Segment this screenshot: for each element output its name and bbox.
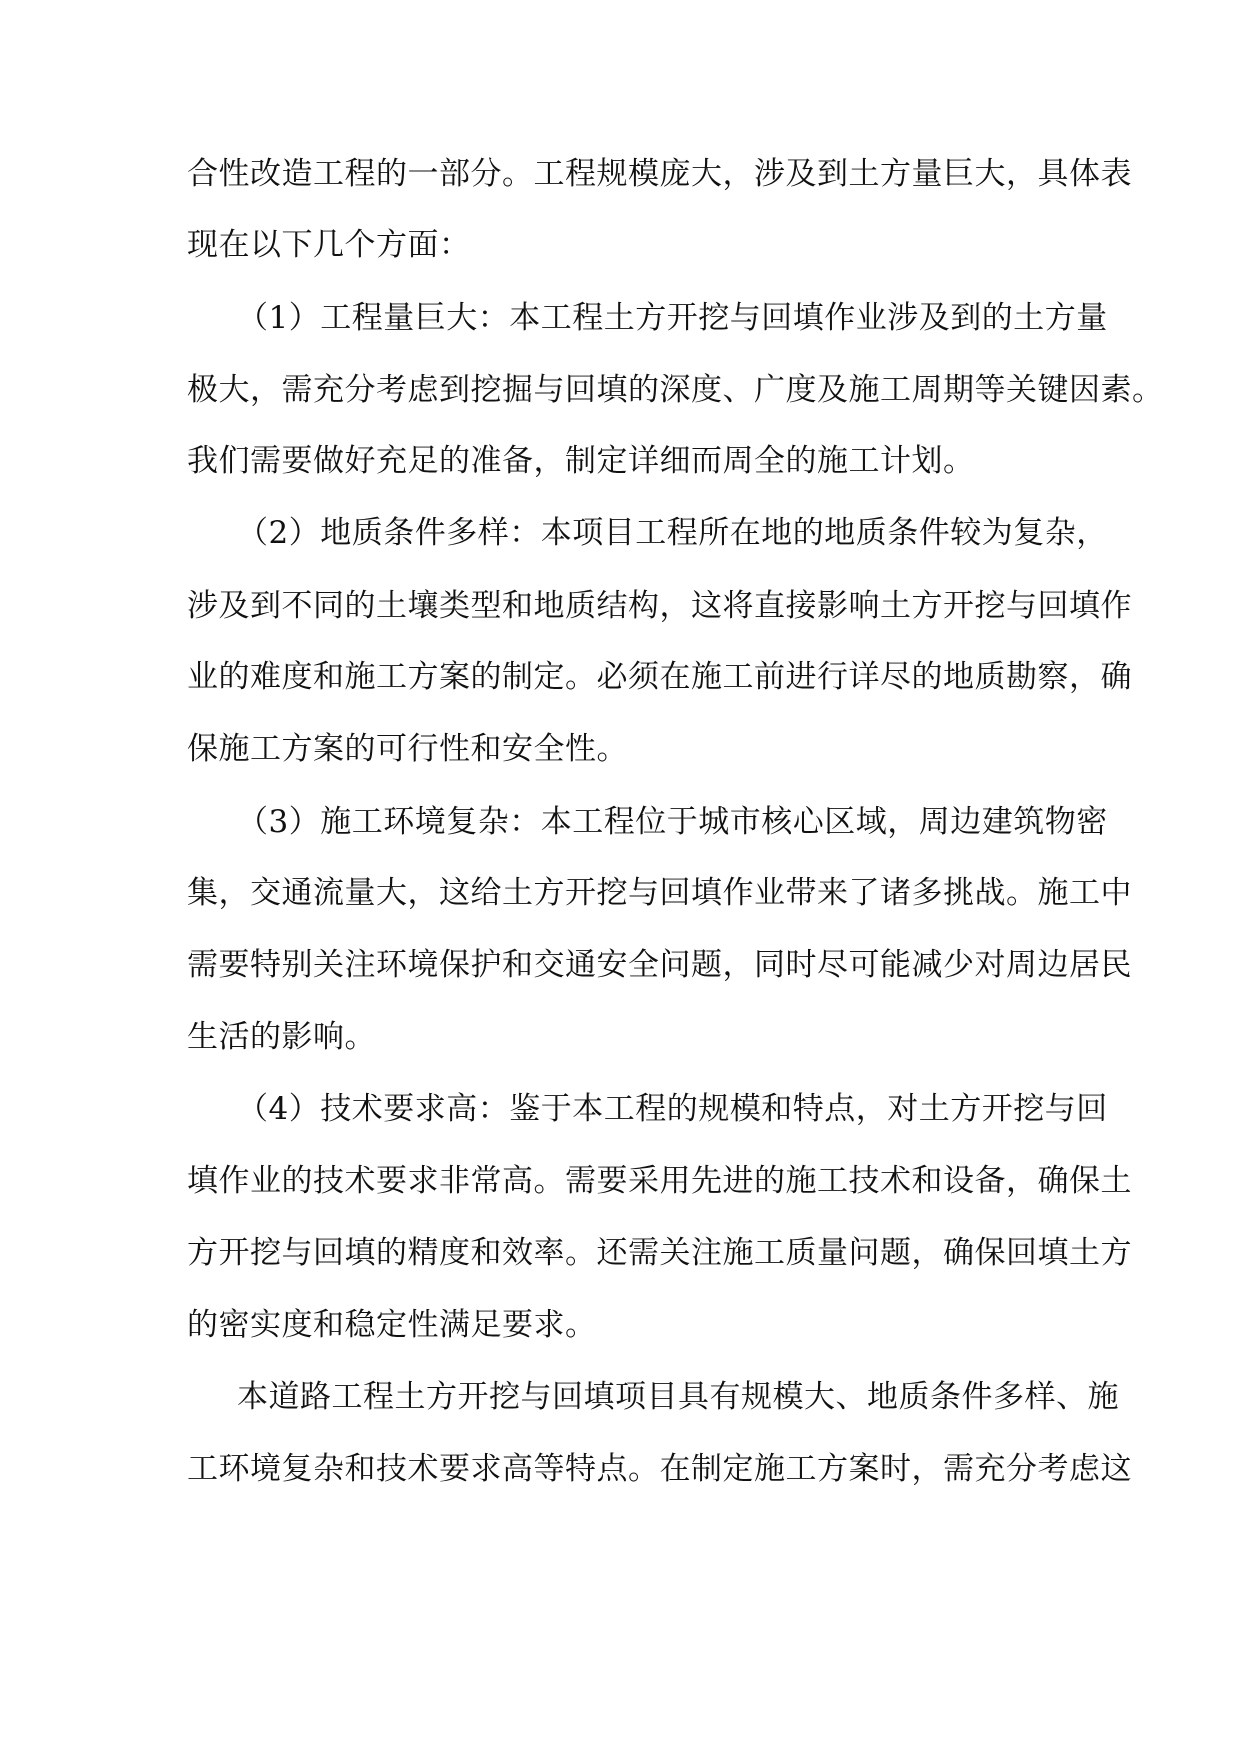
text-line-content: 需要特别关注环境保护和交通安全问题，同时尽可能减少对周边居民: [187, 947, 1132, 983]
text-line: [0, 719, 1241, 779]
text-line-content: 本道路工程土方开挖与回填项目具有规模大、地质条件多样、施: [237, 1379, 1119, 1415]
text-line: [0, 576, 1241, 636]
text-line-content: 现在以下几个方面：: [187, 227, 471, 263]
text-line-content: 填作业的技术要求非常高。需要采用先进的施工技术和设备，确保土: [187, 1163, 1132, 1199]
text-line: [0, 1151, 1241, 1211]
text-line-content: 合性改造工程的一部分。工程规模庞大，涉及到土方量巨大，具体表: [187, 156, 1132, 192]
text-line: [0, 1079, 1241, 1139]
text-line-content: （3）施工环境复杂：本工程位于城市核心区域，周边建筑物密: [237, 804, 1108, 840]
text-line: [0, 935, 1241, 995]
text-line-content: 保施工方案的可行性和安全性。: [187, 731, 628, 767]
text-line: [0, 1367, 1241, 1427]
text-line: [0, 215, 1241, 275]
text-line-content: 的密实度和稳定性满足要求。: [187, 1307, 597, 1343]
text-line: [0, 503, 1241, 563]
text-line-content: （2）地质条件多样：本项目工程所在地的地质条件较为复杂，: [237, 515, 1108, 551]
text-line-content: 涉及到不同的土壤类型和地质结构，这将直接影响土方开挖与回填作: [187, 588, 1132, 624]
text-line: [0, 1439, 1241, 1499]
text-line-content: （4）技术要求高：鉴于本工程的规模和特点，对土方开挖与回: [237, 1091, 1108, 1127]
text-line-content: 工环境复杂和技术要求高等特点。在制定施工方案时，需充分考虑这: [187, 1451, 1132, 1487]
text-line: [0, 1295, 1241, 1355]
text-line: [0, 288, 1241, 348]
text-line-content: 生活的影响。: [187, 1019, 376, 1055]
text-line-content: 集，交通流量大，这给土方开挖与回填作业带来了诸多挑战。施工中: [187, 875, 1132, 911]
text-line: [0, 1223, 1241, 1283]
text-line-content: 业的难度和施工方案的制定。必须在施工前进行详尽的地质勘察，确: [187, 659, 1132, 695]
text-line: [0, 144, 1241, 204]
text-line: [0, 647, 1241, 707]
text-line: [0, 792, 1241, 852]
text-line-content: 我们需要做好充足的准备，制定详细而周全的施工计划。: [187, 443, 975, 479]
text-line: [0, 431, 1241, 491]
text-line: [0, 863, 1241, 923]
text-line-content: 方开挖与回填的精度和效率。还需关注施工质量问题，确保回填土方: [187, 1235, 1132, 1271]
text-line-content: 极大，需充分考虑到挖掘与回填的深度、广度及施工周期等关键因素。: [187, 372, 1164, 408]
text-line: [0, 360, 1241, 420]
text-line: [0, 1007, 1241, 1067]
text-line-content: （1）工程量巨大：本工程土方开挖与回填作业涉及到的土方量: [237, 300, 1108, 336]
